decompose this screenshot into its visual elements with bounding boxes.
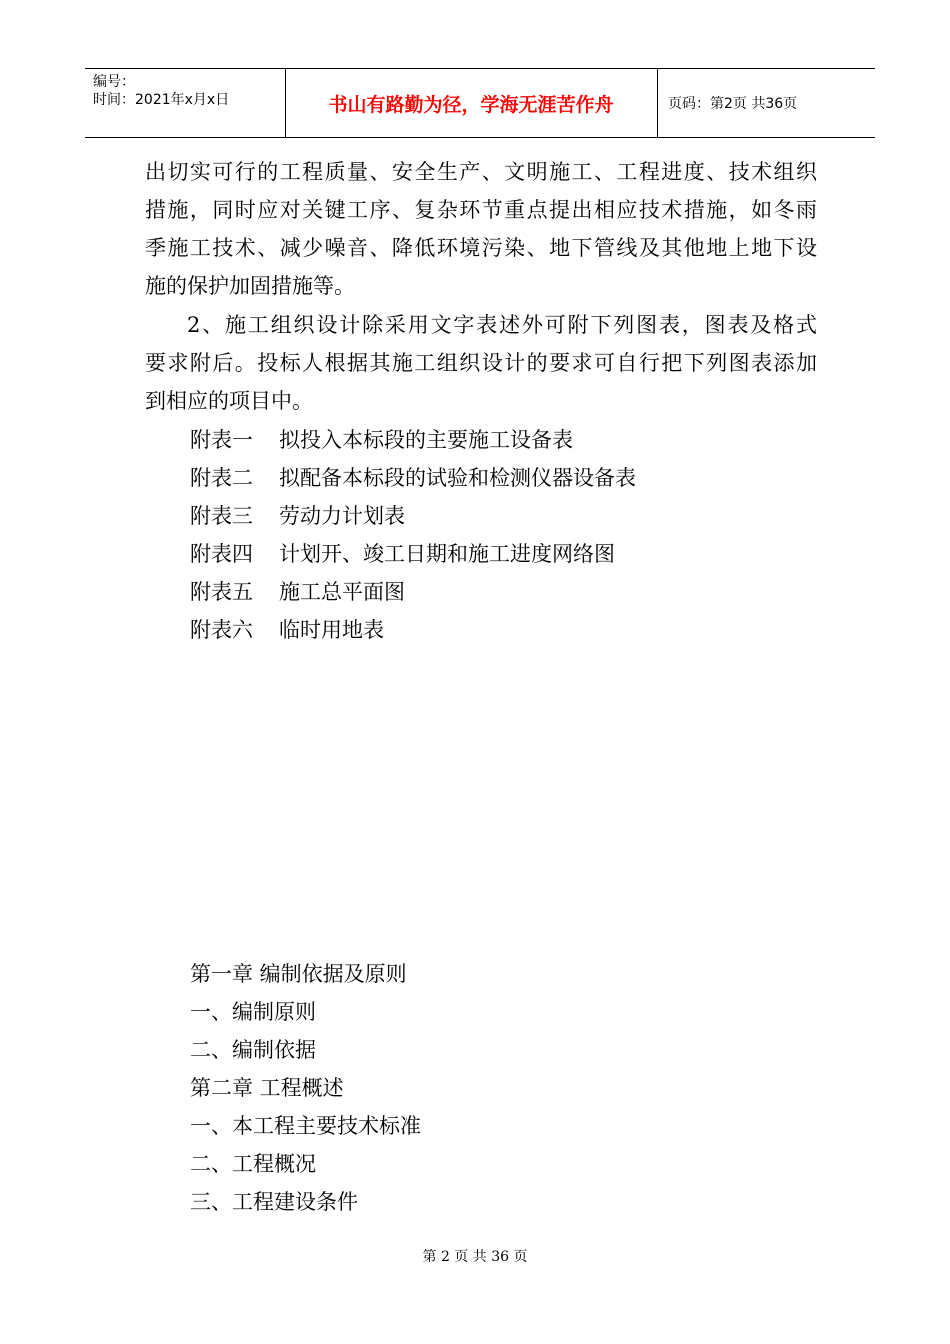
appendix-label: 附表三 — [190, 504, 253, 528]
number-label: 编号： — [93, 74, 135, 90]
appendix-title: 拟配备本标段的试验和检测仪器设备表 — [279, 466, 636, 490]
appendix-label: 附表四 — [190, 542, 253, 566]
text-line: 2、施工组织设计除采用文字表述外可附下列图表，图表及格式 — [187, 313, 817, 337]
header-divider — [657, 69, 658, 137]
appendix-label: 附表五 — [190, 580, 253, 604]
table-of-contents — [190, 955, 421, 1221]
list-item — [190, 497, 636, 535]
appendix-title: 临时用地表 — [279, 618, 384, 642]
body-paragraph-2 — [145, 306, 817, 420]
toc-item: 一、编制原则 — [190, 1000, 316, 1024]
toc-item: 一、本工程主要技术标准 — [190, 1114, 421, 1138]
list-item — [190, 573, 636, 611]
appendix-title: 施工总平面图 — [279, 580, 405, 604]
list-item — [190, 459, 636, 497]
toc-chapter: 第二章 工程概述 — [190, 1076, 344, 1100]
header-page-code: 页码：第2页 共36页 — [668, 96, 798, 112]
toc-item: 二、编制依据 — [190, 1038, 316, 1062]
appendix-title: 劳动力计划表 — [279, 504, 405, 528]
text-line: 出切实可行的工程质量、安全生产、文明施工、工程进度、技术组织 — [145, 160, 817, 184]
time-label: 时间：2021年x月x日 — [93, 92, 230, 108]
list-item — [190, 535, 636, 573]
text-line: 措施，同时应对关键工序、复杂环节重点提出相应技术措施，如冬雨 — [145, 198, 817, 222]
appendix-list — [190, 421, 636, 649]
list-item — [190, 421, 636, 459]
appendix-title: 拟投入本标段的主要施工设备表 — [279, 428, 573, 452]
header-motto: 书山有路勤为径，学海无涯苦作舟 — [328, 93, 614, 116]
header-meta — [93, 73, 229, 109]
appendix-title: 计划开、竣工日期和施工进度网络图 — [279, 542, 615, 566]
page-footer: 第 2 页 共 36 页 — [422, 1249, 528, 1265]
text-line: 季施工技术、减少噪音、降低环境污染、地下管线及其他地上地下设 — [145, 236, 817, 260]
text-line: 到相应的项目中。 — [145, 389, 313, 413]
appendix-label: 附表一 — [190, 428, 253, 452]
toc-chapter: 第一章 编制依据及原则 — [190, 962, 407, 986]
appendix-label: 附表六 — [190, 618, 253, 642]
body-paragraph-1 — [145, 153, 817, 305]
appendix-label: 附表二 — [190, 466, 253, 490]
list-item — [190, 611, 636, 649]
text-line: 施的保护加固措施等。 — [145, 274, 355, 298]
toc-item: 三、工程建设条件 — [190, 1190, 358, 1214]
page-header — [85, 68, 875, 138]
toc-item: 二、工程概况 — [190, 1152, 316, 1176]
text-line: 要求附后。投标人根据其施工组织设计的要求可自行把下列图表添加 — [145, 351, 817, 375]
